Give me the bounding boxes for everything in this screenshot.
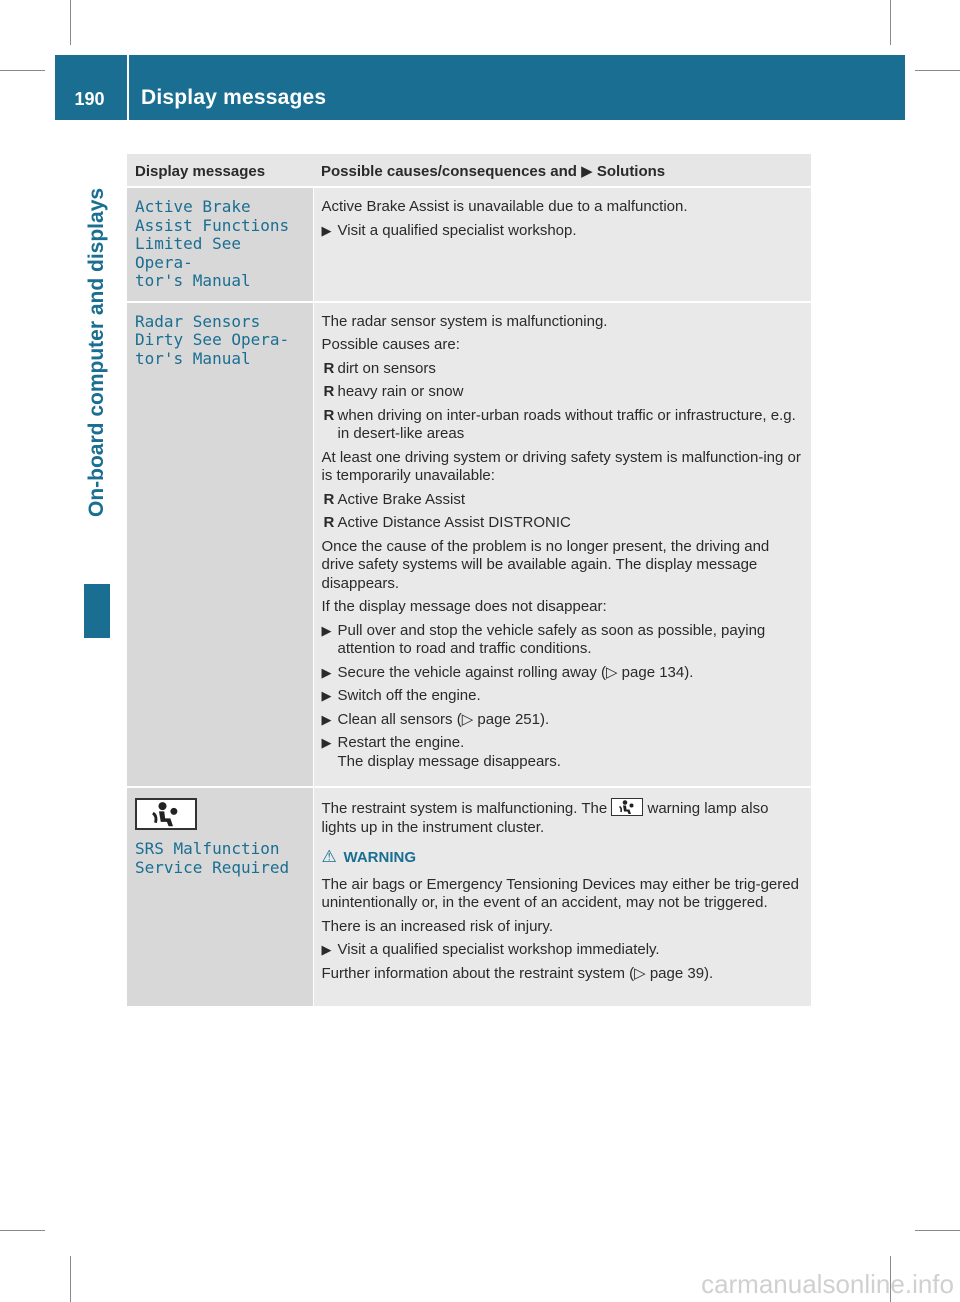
bullet-item (322, 383, 804, 402)
paragraph: Further information about the restraint system (▷ page 39). (321, 964, 714, 982)
message-cell (127, 187, 313, 302)
instruction-step (322, 687, 804, 706)
paragraph: There is an increased risk of injury. (321, 917, 553, 935)
item-text: Visit a qualified specialist workshop. (337, 221, 577, 239)
item-text: dirt on sensors (337, 359, 436, 377)
crop-mark (0, 1230, 45, 1231)
display-message-text: Active Brake Assist Functions Limited See Opera‐ tor's Manual (135, 197, 290, 290)
intro-text: The restraint system is malfunctioning. The (321, 800, 612, 817)
bullet-marker: R (323, 514, 335, 531)
item-text: Active Brake Assist (337, 490, 466, 508)
step-arrow-icon: ▶ (321, 942, 332, 957)
paragraph: Once the cause of the problem is no longer present, the driving and drive safety systems will be available again. The display message disappears. (321, 537, 770, 592)
bullet-marker: R (323, 490, 335, 508)
item-text: when driving on inter-urban roads without traffic or infrastructure, e.g. in desert-like areas (337, 406, 796, 442)
paragraph: The air bags or Emergency Tensioning Devices may either be trig-gered unintentionally or, in the event of an accident, may not be triggered. (321, 875, 799, 911)
bullet-item (322, 514, 804, 533)
display-messages-table (127, 154, 811, 1008)
crop-mark (890, 0, 891, 45)
step-arrow-icon: ▶ (321, 222, 332, 238)
crop-mark (70, 1256, 71, 1302)
instruction-step (322, 734, 804, 771)
bullet-item (322, 407, 804, 444)
bullet-marker: R (323, 406, 335, 424)
paragraph: Possible causes are: (321, 336, 460, 353)
bullet-item (322, 491, 804, 510)
solution-cell (313, 187, 811, 302)
item-text: Restart the engine. The display message disappears. (337, 734, 561, 770)
page-title: Display messages (141, 86, 327, 109)
intro-text: warning lamp also lights up in the instrument cluster. (321, 800, 769, 836)
table-row (127, 787, 811, 1007)
instruction-step (322, 664, 804, 683)
instruction-step (322, 941, 804, 960)
paragraph: Active Brake Assist is unavailable due to a malfunction. (321, 198, 688, 215)
step-arrow-icon: ▶ (321, 688, 332, 703)
table-row (127, 187, 811, 302)
display-message-text: Radar Sensors Dirty See Opera‐ tor's Manual (135, 311, 290, 368)
step-arrow-icon: ▶ (321, 664, 332, 680)
crop-mark (0, 70, 45, 71)
crop-mark (915, 1230, 960, 1231)
item-text: Switch off the engine. (337, 687, 481, 704)
crop-mark (70, 0, 71, 45)
page-number: 190 (74, 89, 105, 109)
message-cell (127, 787, 313, 1007)
warning-heading (321, 847, 804, 868)
watermark: carmanualsonline.info (701, 1269, 954, 1299)
table-header-row (127, 154, 811, 187)
airbag-warning-icon (611, 798, 643, 816)
display-message-text: SRS Malfunction Service Required (135, 839, 290, 877)
item-text: Active Distance Assist DISTRONIC (337, 514, 571, 531)
header-divider (127, 55, 129, 120)
instruction-step (322, 711, 804, 730)
crop-mark (915, 70, 960, 71)
paragraph: If the display message does not disappear: (321, 598, 607, 615)
solution-cell (313, 302, 811, 788)
item-text: Pull over and stop the vehicle safely as soon as possible, paying attention to road and traffic conditions. (337, 621, 766, 657)
instruction-step (322, 622, 804, 659)
item-text: Secure the vehicle against rolling away (▷ page 134). (337, 663, 694, 681)
bullet-marker: R (323, 359, 335, 377)
bullet-marker: R (323, 383, 335, 400)
restraint-intro (322, 798, 804, 837)
column-header-solutions: Possible causes/consequences and ▶ Solutions (313, 154, 811, 187)
solution-cell (313, 787, 811, 1007)
step-arrow-icon: ▶ (321, 711, 332, 727)
message-cell (127, 302, 313, 788)
warning-triangle-icon: ⚠ (321, 847, 337, 866)
step-arrow-icon: ▶ (321, 735, 332, 750)
paragraph: At least one driving system or driving safety system is malfunction-ing or is temporarily unavailable: (321, 448, 801, 484)
airbag-warning-icon (135, 798, 197, 830)
chapter-label: On-board computer and displays (85, 187, 108, 517)
paragraph: The radar sensor system is malfunctioning. (321, 312, 608, 330)
table-row (127, 302, 811, 788)
bullet-item (322, 360, 804, 379)
warning-label: WARNING (343, 849, 416, 866)
item-text: Visit a qualified specialist workshop immediately. (337, 941, 660, 958)
column-header-messages: Display messages (127, 154, 313, 187)
item-text: Clean all sensors (▷ page 251). (337, 710, 550, 728)
page-header (55, 55, 905, 120)
step-arrow-icon: ▶ (321, 622, 332, 638)
instruction-step (322, 222, 804, 241)
item-text: heavy rain or snow (337, 383, 464, 400)
